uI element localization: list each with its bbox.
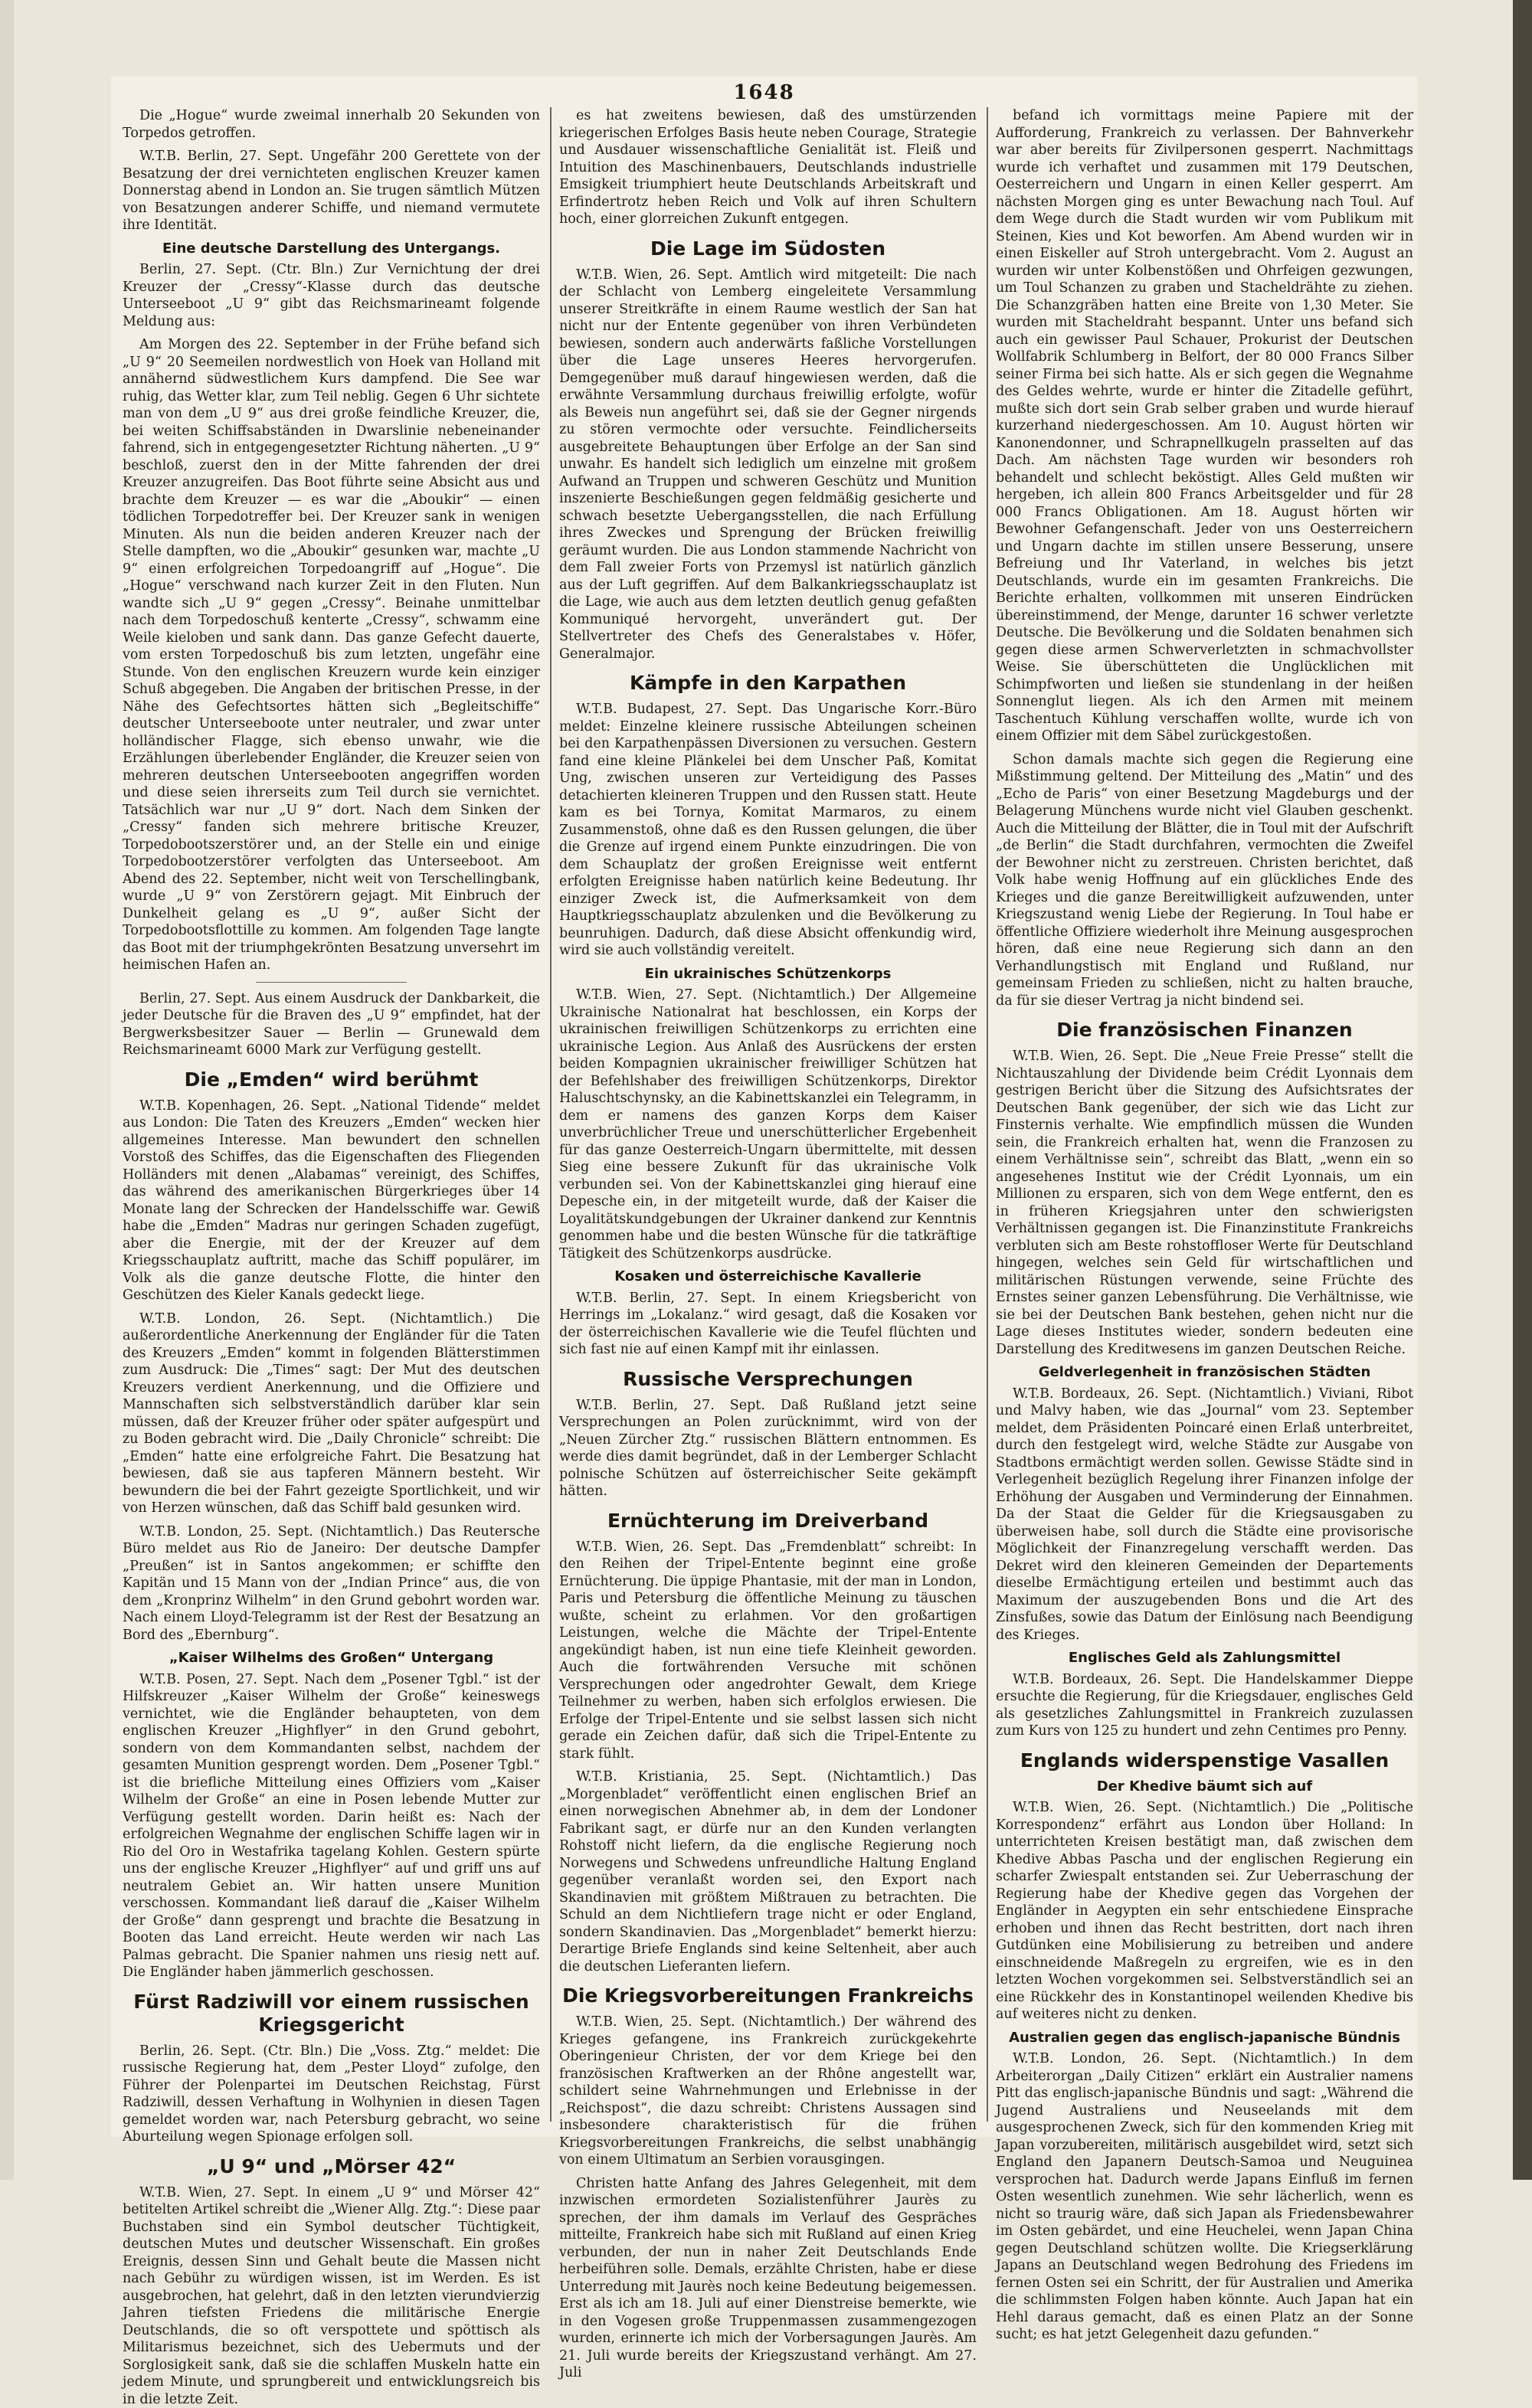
article-headline: Die Lage im Südosten — [650, 237, 886, 260]
newspaper-page — [111, 77, 1417, 2407]
section-divider — [256, 982, 406, 983]
scan-left-margin — [0, 0, 14, 2180]
page-number: 1648 — [733, 81, 795, 104]
column-rule-1 — [550, 107, 552, 2122]
article-paragraph: W.T.B. London, 26. Sept. (Nichtamtlich.) Die außerordentliche Anerkennung der Engländer für die Taten des Kreuzers „Emden“ kommt in folgenden Blätterstimmen zum Ausdruck: Die „Times“ sagt: Der Mut des deutschen Kreuzers verdient Anerkennung, und die Offiziere und Mannschaften sich selbstverständlich darüber klar sein müssen, daß der Kreuzer früher oder später aufgespürt und zu Boden gebracht wird. Die „Daily Chronicle“ schreibt: Die „Emden“ hatte eine erfolgreiche Fahrt. Die Besatzung hat bewiesen, daß sie aus tapferen Männern besteht. Wir bewundern die bei der Fahrt gezeigte Sportlichkeit, und wir von Herzen wünschen, daß das Schiff bald gesunken wird. — [123, 1310, 540, 1516]
article-paragraph: W.T.B. London, 26. Sept. (Nichtamtlich.) In dem Arbeiterorgan „Daily Citizen“ erklärt ein Australier namens Pitt das englisch-japanische Bündnis und sagt: „Während die Jugend Australiens und Neuseelands mit dem ausgesprochenen Zweck, sich für den kommenden Krieg mit Japan vorzubereiten, militärisch ausgebildet wird, setzt sich England den Japanern Deutsch-Samoa und Neuguinea versprochen hat. Dadurch werde Japans Einfluß im fernen Osten wesentlich zunehmen. Wie sehr lächerlich, wenn es nicht so traurig wäre, daß sich Japan als Friedensbewahrer im Osten gebärdet, und eine Heuchelei, wenn Japan China gegen Deutschland schützen wollte. Die Kriegserklärung Japans an Deutschland wegen Bedrohung des Friedens im fernen Osten sei ein Schritt, der für Australien und Amerika die schlimmsten Folgen haben könnte. Auch Japan hat ein Hehl daraus gemacht, daß es einen Platz an der Sonne sucht; es hat jetzt Gelegenheit dazu gefunden.“ — [996, 2051, 1413, 2343]
article-subheadline: Eine deutsche Darstellung des Untergangs. — [162, 240, 501, 257]
article-headline: Russische Versprechungen — [623, 1367, 913, 1390]
article-paragraph: Die „Hogue“ wurde zweimal innerhalb 20 Sekunden von Torpedos getroffen. — [123, 108, 540, 141]
article-subheadline: Ein ukrainisches Schützenkorps — [644, 965, 892, 982]
article-subheadline: Englisches Geld als Zahlungsmittel — [1068, 1650, 1341, 1667]
article-paragraph: Christen hatte Anfang des Jahres Gelegenheit, mit dem inzwischen ermordeten Sozialistenführer Jaurès zu sprechen, der ihm damals im Verlauf des Gespräches mitteilte, Frankreich habe sich mit Rußland auf einen Krieg verbunden, der nun in naher Zeit Deutschlands Ende herbeiführen solle. Demals, erzählte Christen, habe er diese Unterredung mit Jaurès noch keine Bedeutung beigemessen. Erst als ich am 18. Juli auf einer Dienstreise bemerkte, wie in den Vogesen große Truppenmassen zusammengezogen wurden, erinnerte ich mich der Vorbersagungen Jaurès. Am 21. Juli wurde bereits der Kriegszustand verhängt. Am 27. Juli — [559, 2175, 977, 2381]
article-subheadline: Der Khedive bäumt sich auf — [1096, 1778, 1313, 1795]
article-paragraph: W.T.B. Wien, 26. Sept. Amtlich wird mitgeteilt: Die nach der Schlacht von Lemberg eingeleitete Versammlung unserer Streitkräfte in einem Raume westlich der San hat nicht nur der Entente gegenüber von ihren Verbündeten bewiesen, sondern auch anderwärts faßliche Vorstellungen über die Lage unseres Heeres hervorgerufen. Demgegenüber muß darauf hingewiesen werden, daß die erwähnte Versammlung durchaus freiwillig erfolgte, wofür als Beweis nun angeführt sei, daß sie der Gegner nirgends zu stören vermochte oder versuchte. Feindlicherseits ausgebreitete Behauptungen über Erfolge an der San sind unwahr. Es handelt sich lediglich um einzelne mit großem Aufwand an Truppen und schweren Geschütz und Munition inszenierte Beschießungen gegen feldmäßig gesicherte und schwach besetzte Uebergangsstellen, die nach Erfüllung ihres Zweckes und Sprengung der Brücken freiwillig geräumt wurden. Die aus London stammende Nachricht von dem Fall zweier Forts von Przemysl ist natürlich gänzlich aus der Luft gegriffen. Auf dem Balkankriegsschauplatz ist die Lage, wie auch aus dem letzten deutlich genug gefaßten Kommuniqué hervorgeht, unverändert gut. Der Stellvertreter des Chefs des Generalstabes v. Höfer, Generalmajor. — [559, 267, 977, 662]
article-paragraph: W.T.B. Wien, 25. Sept. (Nichtamtlich.) Der während des Krieges gefangene, ins Frankreich zurückgekehrte Oberingenieur Christen, der vor dem Kriege bei den französischen Kraftwerken an der Rhône angestellt war, schildert seine Wahrnehmungen und Erlebnisse in der „Reichspost“, die dazu schreibt: Christens Aussagen sind insbesondere charakteristisch für die frühen Kriegsvorbereitungen Frankreichs, die selbst unabhängig von einem Ultimatum an Serbien vorausgingen. — [559, 2014, 977, 2168]
article-paragraph: W.T.B. Budapest, 27. Sept. Das Ungarische Korr.-Büro meldet: Einzelne kleinere russische Abteilungen scheinen bei den Karpathenpässen Diversionen zu versuchen. Gestern fand eine kleine Plänkelei bei dem Unscher Paß, Komitat Ung, zwischen unseren zur Verteidigung des Passes detachierten kleineren Truppen und den Russen statt. Heute kam es bei Tornya, Komitat Marmaros, zu einem Zusammenstoß, ohne daß es den Russen gelungen, die über die Grenze auf irgend einem Punkte einzudringen. Die von dem Schauplatz der großen Ereignisse weit entfernt erfolgten Ereignisse haben natürlich keine Bedeutung. Ihr einziger Zweck ist, die Aufmerksamkeit von dem Hauptkriegsschauplatz abzulenken und die Bevölkerung zu beunruhigen. Dadurch, daß diese Absicht offenkundig wird, wird sie auch vollständig vereitelt. — [559, 702, 977, 958]
article-headline: Die französischen Finanzen — [1056, 1019, 1353, 1041]
article-paragraph: Berlin, 26. Sept. (Ctr. Bln.) Die „Voss. Ztg.“ meldet: Die russische Regierung hat, dem „Pester Lloyd“ zufolge, den Führer der Polenpartei im Deutschen Reichstag, Fürst Radziwill, dessen Verhaftung in Wolhynien in diesen Tagen gemeldet worden war, nach Petersburg gebracht, wo seine Aburteilung wegen Spionage erfolgen soll. — [123, 2043, 540, 2145]
article-paragraph: Berlin, 27. Sept. (Ctr. Bln.) Zur Vernichtung der drei Kreuzer der „Cressy“-Klasse durch das deutsche Unterseeboot „U 9“ gibt das Reichsmarineamt folgende Meldung aus: — [123, 262, 540, 329]
article-paragraph: W.T.B. Wien, 27. Sept. (Nichtamtlich.) Der Allgemeine Ukrainische Nationalrat hat beschlossen, ein Korps der ukrainischen freiwilligen Schützenkorps zu errichten eine ukrainische Legion. Aus Anlaß des Ausrückens der ersten beiden Kompagnien ukrainischer freiwilliger Schützen hat der Befehlshaber des freiwilligen Schützenkorps, Direktor Haluschtschynsky, an die Kabinettskanzlei ein Telegramm, in dem er namens des ganzen Korps dem Kaiser unverbrüchlicher Treue und unerschütterlicher Ergebenheit für das ganze Oesterreich-Ungarn übermittelte, mit dessen Sieg eine bessere Zukunft für das ukrainische Volk verbunden sei. Von der Kabinettskanzlei ging hierauf eine Depesche ein, in der mitgeteilt wurde, daß der Kaiser die Loyalitätskundgebungen der Ukrainer dankend zur Kenntnis genommen habe und die besten Wünsche für die tatkräftige Tätigkeit des Schützenkorps ausdrücke. — [559, 987, 977, 1261]
article-paragraph: W.T.B. Wien, 26. Sept. Das „Fremdenblatt“ schreibt: In den Reihen der Tripel-Entente beginnt eine große Ernüchterung. Die üppige Phantasie, mit der man in London, Paris und Petersburg die öffentliche Meinung zu täuschen wußte, scheint zu erlahmen. Vor den großartigen Leistungen, welche die Mächte der Tripel-Entente angekündigt haben, ist nun eine tiefe Kleinheit geworden. Auch die fortwährenden Versuche mit schönen Versprechungen oder angedrohter Gewalt, dem Kriege Teilnehmer zu werben, haben sich erfolglos erwiesen. Die Erfolge der Tripel-Entente und sie selbst lassen sich nicht gerade ein Zeichen dafür, daß sich die Tripel-Entente zu stark fühlt. — [559, 1539, 977, 1762]
article-subheadline: Kosaken und österreichische Kavallerie — [614, 1268, 921, 1285]
article-paragraph: Berlin, 27. Sept. Aus einem Ausdruck der Dankbarkeit, die jeder Deutsche für die Braven des „U 9“ empfindet, hat der Bergwerksbesitzer Sauer — Berlin — Grunewald dem Reichsmarineamt 6000 Mark zur Verfügung gestellt. — [123, 990, 540, 1058]
article-headline: Ernüchterung im Dreiverband — [607, 1509, 929, 1532]
article-paragraph: es hat zweitens bewiesen, daß des umstürzenden kriegerischen Erfolges Basis heute neben Courage, Strategie und Ausdauer wissenschaftliche Genialität ist. Fleiß und Intuition des Maschinenbauers, Deutschlands industrielle Emsigkeit triumphiert heute Deutschlands Arbeitskraft und Erfindertrotz heben Reich und Volk auf ihren Schultern hoch, einer glorreichen Zukunft entgegen. — [559, 108, 977, 227]
article-headline: Kämpfe in den Karpathen — [630, 672, 906, 694]
column-rule-2 — [987, 107, 988, 2122]
column-2 — [559, 107, 977, 2381]
article-headline: Fürst Radziwill vor einem russischen Kriegsgericht — [133, 1990, 529, 2036]
column-3 — [996, 107, 1413, 2343]
scan-right-edge — [1513, 0, 1532, 2180]
article-paragraph: W.T.B. Wien, 26. Sept. (Nichtamtlich.) Die „Politische Korrespondenz“ erfährt aus London über Holland: In unterrichteten Kreisen bestätigt man, daß zwischen dem Khedive Abbas Pascha und der englischen Regierung ein scharfer Zwiespalt entstanden sei. Zur Ueberraschung der Regierung habe der Khedive gegen das Vorgehen der Engländer in Aegypten ein sehr entschiedene Einsprache erhoben und ihnen das Recht bestritten, dort nach ihren Gutdünken eine Mobilisierung zu betreiben und andere einschneidende Maßregeln zu ergreifen, wie es in den letzten Wochen vorgekommen sei. Selbstverständlich sei an eine Rückkehr des in Konstantinopel weilenden Khedive bis auf weiteres nicht zu denken. — [996, 1800, 1413, 2023]
article-paragraph: W.T.B. Kopenhagen, 26. Sept. „National Tidende“ meldet aus London: Die Taten des Kreuzers „Emden“ wecken hier allgemeines Interesse. Man bewundert den schnellen Vorstoß des Schiffes, das die Eigenschaften des Fliegenden Holländers mit denen „Alabamas“ vereinigt, des Schiffes, das während des amerikanischen Bürgerkrieges über 14 Monate lang der Schrecken der Handelsschiffe war. Gewiß habe die „Emden“ Madras nur geringen Schaden zugefügt, aber die Energie, mit der der Kreuzer auf dem Kriegsschauplatz auftritt, mache das Schiff populärer, im Volk als die ganze deutsche Flotte, die hinter den Geschützen des Kieler Kanals gedeckt liege. — [123, 1098, 540, 1304]
article-paragraph: W.T.B. Bordeaux, 26. Sept. (Nichtamtlich.) Viviani, Ribot und Malvy haben, wie das „Journal“ vom 23. September meldet, dem Präsidenten Poincaré einen Erlaß unterbreitet, durch den festgelegt wird, welche Städte zur Ausgabe von Stadtbons ermächtigt werden sollen. Gewisse Städte sind in Verlegenheit bezüglich Regelung ihrer Finanzen infolge der Erhöhung der Ausgaben und Verminderung der Einnahmen. Da der Staat die Gelder für die Kriegsausgaben zu überweisen habe, soll durch die Städte eine provisorische Möglichkeit der Finanzregelung verschafft werden. Das Dekret wird den kleineren Gemeinden der Departements dieselbe Ermächtigung erteilen und bestimmt auch das Maximum der auszugebenden Bons und die Art des Zinsfußes, sowie das Datum der Einlösung nach Beendigung des Krieges. — [996, 1386, 1413, 1643]
article-paragraph: W.T.B. London, 25. Sept. (Nichtamtlich.) Das Reutersche Büro meldet aus Rio de Janeiro: Der deutsche Dampfer „Preußen“ ist in Santos angekommen; er schiffte den Kapitän und 15 Mann von der „Indian Prince“ aus, die von dem „Kronprinz Wilhelm“ in den Grund gebohrt worden war. Nach einem Lloyd-Telegramm ist der Rest der Besatzung an Bord des „Ebernburg“. — [123, 1523, 540, 1643]
article-paragraph: W.T.B. Berlin, 27. Sept. Daß Rußland jetzt seine Versprechungen an Polen zurücknimmt, wird von der „Neuen Zürcher Ztg.“ russischen Blättern entnommen. Es werde dies damit begründet, daß in der Lemberger Schlacht polnische Schützen auf österreichischer Seite gekämpft hätten. — [559, 1397, 977, 1500]
column-1 — [123, 107, 540, 2407]
article-paragraph: W.T.B. Berlin, 27. Sept. In einem Kriegsbericht von Herrings im „Lokalanz.“ wird gesagt, daß die Kosaken vor der österreichischen Kavallerie wie die Teufel flüchten und sich fast nie auf einen Kampf mit ihr einlassen. — [559, 1290, 977, 1358]
article-paragraph: W.T.B. Bordeaux, 26. Sept. Die Handelskammer Dieppe ersuchte die Regierung, für die Kriegsdauer, englisches Geld als gesetzliches Zahlungsmittel in Frankreich zuzulassen zum Kurs von 125 zu hundert und zehn Centimes pro Penny. — [996, 1671, 1413, 1739]
article-paragraph: W.T.B. Kristiania, 25. Sept. (Nichtamtlich.) Das „Morgenbladet“ veröffentlicht einen englischen Brief an einen norwegischen Abnehmer ab, in dem der Londoner Fabrikant sagt, er dürfe nur an den Kunden verlangten Rohstoff nicht liefern, da die englische Regierung noch Norwegens und Schwedens unfreundliche Haltung England gegenüber veranlaßt worden sei, den Export nach Skandinavien mit größtem Mißtrauen zu betrachten. Die Schuld an dem Nichtliefern trage nicht er oder England, sondern Skandinavien. Das „Morgenbladet“ bemerkt hierzu: Derartige Briefe Englands sind keine Seltenheit, aber auch die deutschen Lieferanten liefern. — [559, 1769, 977, 1974]
article-paragraph: Schon damals machte sich gegen die Regierung eine Mißstimmung geltend. Der Mitteilung des „Matin“ und des „Echo de Paris“ von einer Besetzung Magdeburgs und der Belagerung Münchens wurde nicht viel Glauben geschenkt. Auch die Mitteilung der Blätter, die in Toul mit der Aufschrift „de Berlin“ die Stadt durchfahren, vermochten die Zweifel der Bewohner nicht zu zerstreuen. Christen berichtet, daß Volk habe wenig Hoffnung auf ein glückliches Ende des Krieges und die ganze Bereitwilligkeit aufzuwenden, unter Kriegszustand wenig Liebe der Regierung. In Toul habe er öffentliche Offiziere wiederholt ihre Meinung ausgesprochen hören, daß eine neue Regierung sich dann an den Verhandlungstisch mit England und Rußland, nur gemeinsam Frieden zu schließen, nicht zu halten brauche, da für sie dieser Vertrag ja nicht bindend sei. — [996, 751, 1413, 1009]
article-paragraph: befand ich vormittags meine Papiere mit der Aufforderung, Frankreich zu verlassen. Der Bahnverkehr war aber bereits für Zivilpersonen gesperrt. Nachmittags wurde ich verhaftet und zusammen mit 179 Deutschen, Oesterreichern und Ungarn in einen Keller gesperrt. Am nächsten Morgen ging es unter Bewachung nach Toul. Auf dem Wege durch die Stadt wurden wir vom Publikum mit Steinen, Kies und Kot beworfen. Am Abend wurden wir in einen Eiskeller auf Stroh untergebracht. Vom 2. August an wurden wir unter Kolbenstößen und Ohrfeigen gezwungen, um Toul Schanzen zu graben und Stacheldrähte zu ziehen. Die Schanzgräben hatten eine Breite von 1,30 Meter. Sie wurden mit Stacheldraht bespannt. Unter uns befand sich auch ein gewisser Paul Schauer, Prokurist der Deutschen Wollfabrik Schlumberg in Belfort, der 80 000 Francs Silber seiner Firma bei sich hatte. Als er sich gegen die Wegnahme des Geldes wehrte, wurde er hinter die Zitadelle geführt, mußte sich dort sein Grab selber graben und wurde hierauf kurzerhand niedergeschossen. Am 10. August hörten wir Kanonendonner, und Schrapnellkugeln prasselten auf das Dach. Am nächsten Tage wurden wir besonders roh behandelt und schlecht beköstigt. Alles Geld mußten wir hergeben, ich allein 800 Francs Arbeitsgelder und für 28 000 Francs Obligationen. Am 18. August hörten wir Bewohner Gefangenschaft. Jeder von uns Oesterreichern und Ungarn dachte im stillen unsere Besserung, unsere Befreiung und Ihr Vaterland, in welches bis jetzt Deutschlands, wurde ein im gesamten Frankreichs. Die Berichte erhalten, vollkommen mit unseren Eindrücken übereinstimmend, der Menge, darunter 16 schwer verletzte Deutsche. Die Bevölkerung und die Soldaten benahmen sich gegen diese armen Schwerverletzten in schmachvollster Weise. Sie überschütteten die Unglücklichen mit Schimpfworten und ließen sie stundenlang in der heißen Sonnenglut liegen. Als ich den Armen mit meinem Taschentuch Kühlung verschaffen wollte, wurde ich von einem Offizier mit dem Säbel zurückgestoßen. — [996, 108, 1413, 744]
article-headline: Die Kriegsvorbereitungen Frankreichs — [562, 1984, 974, 2007]
article-subheadline: „Kaiser Wilhelms des Großen“ Untergang — [169, 1650, 494, 1667]
article-paragraph: Am Morgen des 22. September in der Frühe befand sich „U 9“ 20 Seemeilen nordwestlich von Hoek van Holland mit annähernd südwestlichem Kurs dampfend. Die See war ruhig, das Wetter klar, zum Teil neblig. Gegen 6 Uhr sichtete man von dem „U 9“ aus drei große feindliche Kreuzer, die, bei weiten Schiffsabständen in Dwarslinie nebeneinander fahrend, sich in entgegengesetzter Richtung näherten. „U 9“ beschloß, zuerst den in der Mitte fahrenden der drei Kreuzer anzugreifen. Das Boot führte seine Absicht aus und brachte dem Kreuzer — es war die „Aboukir“ — einen tödlichen Torpedotreffer bei. Der Kreuzer sank in wenigen Minuten. Als nun die beiden anderen Kreuzer nach der Stelle dampften, wo die „Aboukir“ gesunken war, machte „U 9“ einen erfolgreichen Torpedoangriff auf „Hogue“. Die „Hogue“ verschwand nach kurzer Zeit in den Fluten. Nun wandte sich „U 9“ gegen „Cressy“. Beinahe unmittelbar nach dem Torpedoschuß kenterte „Cressy“, schwamm eine Weile kieloben und sank dann. Das ganze Gefecht dauerte, vom ersten Torpedoschuß bis zum letzten, ungefähr eine Stunde. Von den englischen Kreuzern wurde kein einziger Schuß abgegeben. Die Angaben der britischen Presse, in der Nähe des Gefechtsortes hätten sich „Begleitschiffe“ deutscher Unterseeboote unter neutraler, und zwar unter holländischer Flagge, sich ebenso unwahr, wie die Erzählungen überlebender Engländer, die Kreuzer seien von mehreren deutschen Unterseebooten angegriffen worden und diese seien ihrerseits zum Teil durch sie vernichtet. Tatsächlich war nur „U 9“ dort. Nach dem Sinken der „Cressy“ fanden sich mehrere britische Kreuzer, Torpedobootszerstörer und, an der Stelle ein und einige Torpedobootzerstörer verfolgten das Unterseeboot. Am Abend des 22. September, nicht weit von Terschellingbank, wurde „U 9“ von Zerstörern gejagt. Mit Einbruch der Dunkelheit gelang es „U 9“, außer Sicht der Torpedobootsflottille zu kommen. Am folgenden Tage langte das Boot mit der triumphgekrönten Besatzung unversehrt im heimischen Hafen an. — [123, 337, 540, 973]
article-paragraph: W.T.B. Wien, 26. Sept. Die „Neue Freie Presse“ stellt die Nichtauszahlung der Dividende beim Crédit Lyonnais dem gestrigen Bericht über die Sitzung des Aufsichtsrates der Deutschen Bank gegenüber, der sich wie das Licht zur Finsternis verhalte. Wie empfindlich müssen die Wunden sein, die Frankreich erhalten hat, wenn die Franzosen zu einem Verhältnisse sein“, schreibt das Blatt, „wenn ein so angesehenes Institut wie der Crédit Lyonnais, um ein Millionen zu ersparen, sich von dem Wege entfernt, den es in früheren Kriegsjahren unter den schwierigsten Verhältnissen gegangen ist. Die Finanzinstitute Frankreichs verbluten sich am Beste rohstoffloser Werte für Deutschland hingegen, welches sein Geld für wirtschaftlichen und militärischen Rüstungen verwende, seine Früchte des Ernstes seiner ganzen Lebensführung. Die Verhältnisse, wie sie bei der Deutschen Bank bestehen, gehen nicht nur die Lage dieses Institutes wieder, sondern bedeuten eine Darstellung des Kreditwesens im ganzen Deutschen Reiche. — [996, 1049, 1413, 1357]
article-subheadline: Australien gegen das englisch-japanische Bündnis — [1009, 2029, 1400, 2046]
article-paragraph: W.T.B. Berlin, 27. Sept. Ungefähr 200 Gerettete von der Besatzung der drei vernichteten englischen Kreuzer kamen Donnerstag abend in London an. Sie trugen sämtlich Mützen von Besatzungen anderer Schiffe, und niemand vermutete ihre Identität. — [123, 149, 540, 233]
article-headline: Englands widerspenstige Vasallen — [1020, 1749, 1390, 1772]
article-headline: Die „Emden“ wird berühmt — [184, 1068, 479, 1091]
article-subheadline: Geldverlegenheit in französischen Städten — [1038, 1364, 1371, 1380]
article-paragraph: W.T.B. Posen, 27. Sept. Nach dem „Posener Tgbl.“ ist der Hilfskreuzer „Kaiser Wilhelm der Große“ keineswegs vernichtet, wie die Engländer behaupteten, von dem englischen Kreuzer „Highflyer“ in den Grund gebohrt, sondern von dem Kommandanten selbst, nachdem der gesamten Munition gesprengt worden. Dem „Posener Tgbl.“ ist die briefliche Mitteilung eines Offiziers vom „Kaiser Wilhelm der Große“ an eine in Posen lebende Mutter zur Verfügung gestellt worden. Darin heißt es: Nach der erfolgreichen Wegnahme der englischen Schiffe lagen wir in Rio del Oro in Westafrika tagelang Kohlen. Gestern spürte uns der englische Kreuzer „Highflyer“ auf und griff uns auf neutralem Gebiet an. Wir hatten unsere Munition verschossen. Kommandant ließ darauf die „Kaiser Wilhelm der Große“ dann gesprengt und brachte die Besatzung in Booten das Land erreicht. Heute werden wir nach Las Palmas gebracht. Die Spanier nahmen uns riesig nett auf. Die Engländer haben jämmerlich geschossen. — [123, 1671, 540, 1981]
article-headline: „U 9“ und „Mörser 42“ — [206, 2154, 457, 2177]
article-paragraph: W.T.B. Wien, 27. Sept. In einem „U 9“ und Mörser 42“ betitelten Artikel schreibt die „Wiener Allg. Ztg.“: Diese paar Buchstaben sind ein Symbol deutscher Tüchtigkeit, deutschen Mutes und deutscher Wissenschaft. Ein großes Ereignis, dessen Sinn und Gehalt beute die Massen nicht nach Gebühr zu würdigen wissen, ist im Werden. Es ist ausgebrochen, hat gelehrt, daß in den letzten vierundvierzig Jahren tiefsten Friedens die militärische Energie Deutschlands, die so oft verspottete und spöttisch als Militarismus bezeichnet, sich des Uebermuts und der Sorglosigkeit sank, daß sie die schlaffen Muskeln hatte ein jedem Minute, und sprungbereit und entwicklungsreich bis in die letzte Zeit. — [123, 2184, 540, 2407]
